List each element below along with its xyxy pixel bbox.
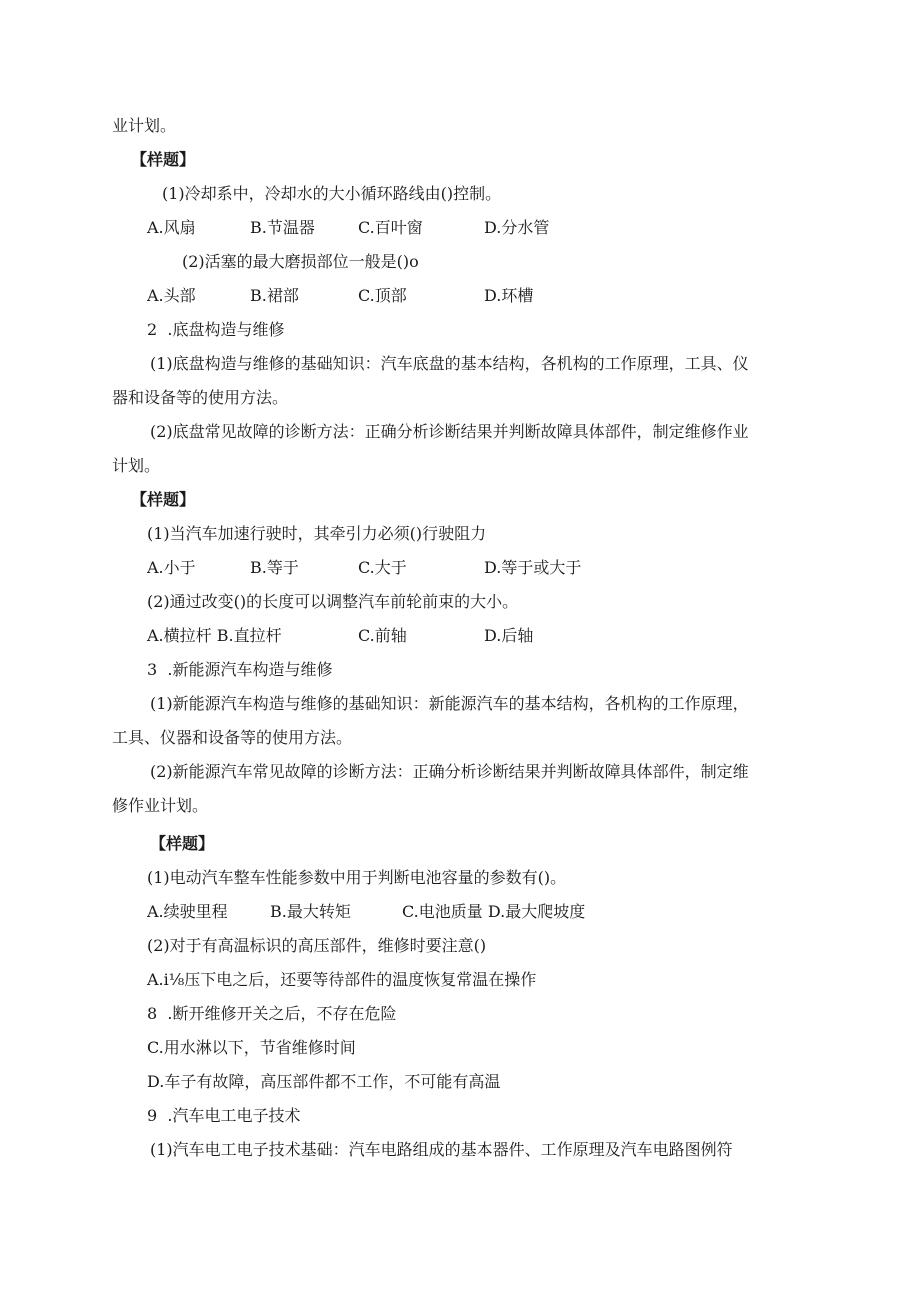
question-text: (2)通过改变()的长度可以调整汽车前轮前束的大小。 <box>147 592 519 611</box>
question-text: (2)活塞的最大磨损部位一般是()o <box>182 252 419 271</box>
option-d: D.后轴 <box>484 626 534 645</box>
question-text: (2)对于有高温标识的高压部件，维修时要注意() <box>147 936 487 955</box>
option-c: C.大于 <box>358 558 407 577</box>
sample-heading: 【样题】 <box>131 490 196 509</box>
option-a-b: A.横拉杆 B.直拉杆 <box>147 626 282 645</box>
option-c: C.前轴 <box>358 626 407 645</box>
option-d: D.环槽 <box>484 286 534 305</box>
option-a: A.小于 <box>147 558 196 577</box>
question-text: (1)当汽车加速行驶时，其牵引力必须()行驶阻力 <box>147 524 487 543</box>
option-b: 8 .断开维修开关之后，不存在危险 <box>147 1004 397 1023</box>
question-text: (1)电动汽车整车性能参数中用于判断电池容量的参数有()。 <box>147 868 567 887</box>
option-b: B.等于 <box>250 558 299 577</box>
option-c: C.用水淋以下，节省维修时间 <box>147 1038 356 1057</box>
section-heading: 2 .底盘构造与维修 <box>147 320 285 339</box>
text-line: (1)底盘构造与维修的基础知识：汽车底盘的基本结构，各机构的工作原理，工具、仪 <box>150 354 749 373</box>
option-c: C.百叶窗 <box>358 218 423 237</box>
option-a: A.i⅛压下电之后，还要等待部件的温度恢复常温在操作 <box>147 970 537 989</box>
text-line: 计划。 <box>112 456 161 475</box>
option-a: A.头部 <box>147 286 196 305</box>
text-line: (1)汽车电工电子技术基础：汽车电路组成的基本器件、工作原理及汽车电路图例符 <box>150 1140 733 1159</box>
option-a: A.续驶里程 <box>147 902 228 921</box>
section-heading: 9 .汽车电工电子技术 <box>147 1106 301 1125</box>
question-text: (1)冷却系中，冷却水的大小循环路线由()控制。 <box>162 184 502 203</box>
option-d: D.等于或大于 <box>484 558 582 577</box>
sample-heading: 【样题】 <box>131 150 196 169</box>
option-b: B.裙部 <box>250 286 299 305</box>
text-line: (1)新能源汽车构造与维修的基础知识：新能源汽车的基本结构，各机构的工作原理， <box>150 694 749 713</box>
option-c-d: C.电池质量 D.最大爬坡度 <box>402 902 586 921</box>
text-line: (2)底盘常见故障的诊断方法：正确分析诊断结果并判断故障具体部件，制定维修作业 <box>150 422 749 441</box>
text-line: 工具、仪器和设备等的使用方法。 <box>112 728 353 747</box>
option-a: A.风扇 <box>147 218 196 237</box>
option-d: D.车子有故障，高压部件都不工作，不可能有高温 <box>147 1072 501 1091</box>
text-line: 修作业计划。 <box>112 796 209 815</box>
option-b: B.最大转矩 <box>270 902 351 921</box>
option-b: B.节温器 <box>250 218 315 237</box>
option-c: C.顶部 <box>358 286 407 305</box>
section-heading: 3 .新能源汽车构造与维修 <box>147 660 333 679</box>
text-line: (2)新能源汽车常见故障的诊断方法：正确分析诊断结果并判断故障具体部件，制定维 <box>150 762 749 781</box>
text-line: 业计划。 <box>112 116 177 135</box>
sample-heading: 【样题】 <box>150 834 215 853</box>
option-d: D.分水管 <box>484 218 550 237</box>
text-line: 器和设备等的使用方法。 <box>112 388 289 407</box>
